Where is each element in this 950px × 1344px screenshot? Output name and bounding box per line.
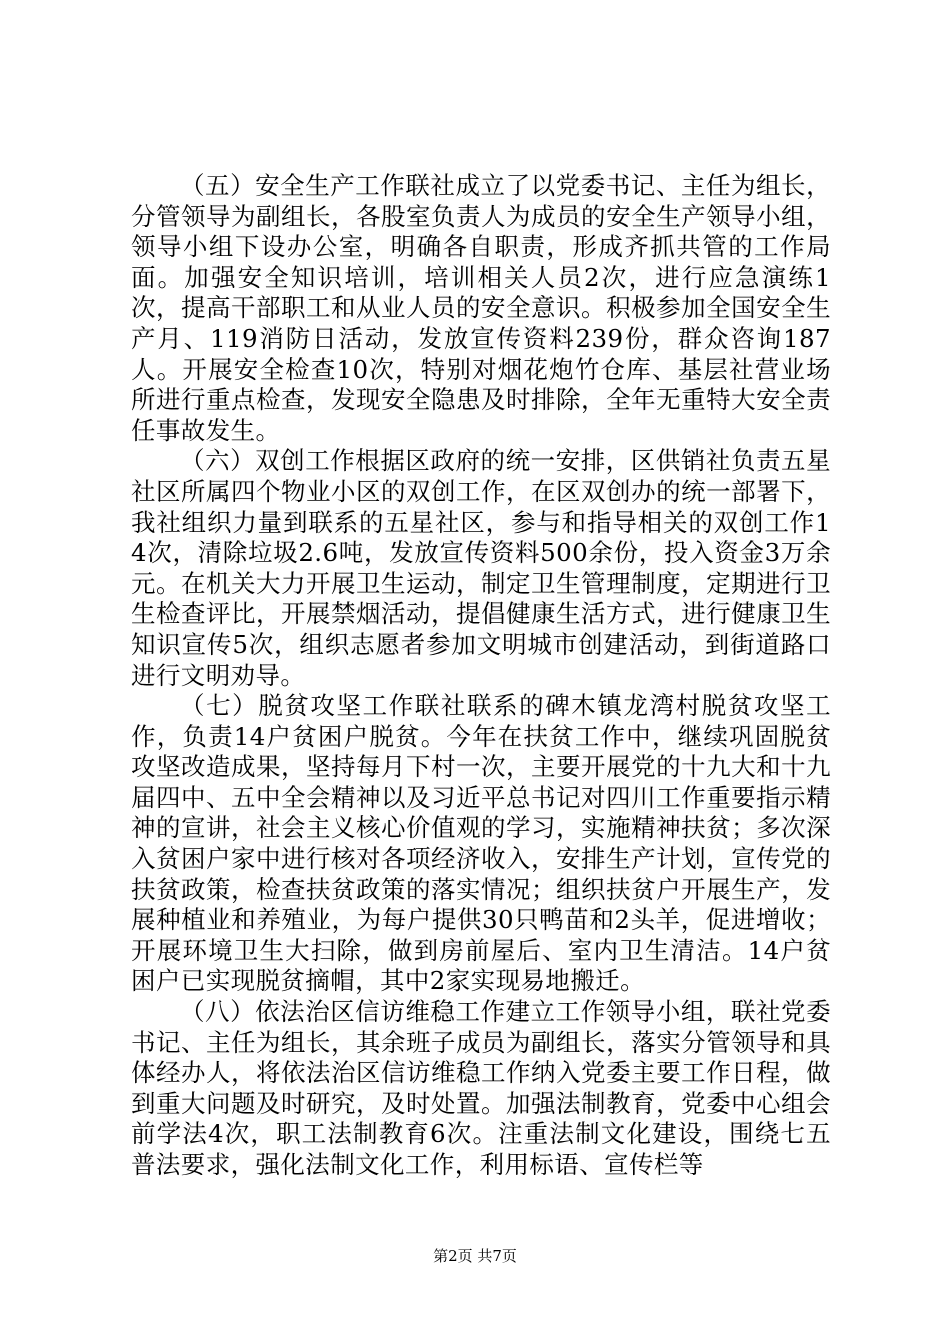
page-footer [0,1246,950,1266]
page-number: 第2页 共7页 [433,1247,517,1265]
document-body [131,171,831,1181]
paragraph-rule-of-law: （八）依法治区信访维稳工作建立工作领导小组，联社党委书记、主任为组长，其余班子成员为副组长，落实分管领导和具体经办人，将依法治区信访维稳工作纳入党委主要工作日程，做到重大问题及时研究，及时处置。加强法制教育，党委中心组会前学法4次，职工法制教育6次。注重法制文化建设，围绕七五普法要求，强化法制文化工作，利用标语、宣传栏等 [131,997,831,1179]
paragraph-dual-creation: （六）双创工作根据区政府的统一安排，区供销社负责五星社区所属四个物业小区的双创工作，在区双创办的统一部署下，我社组织力量到联系的五星社区，参与和指导相关的双创工作14次，清除垃圾2.6吨，发放宣传资料500余份，投入资金3万余元。在机关大力开展卫生运动，制定卫生管理制度，定期进行卫生检查评比，开展禁烟活动，提倡健康生活方式，进行健康卫生知识宣传5次，组织志愿者参加文明城市创建活动，到街道路口进行文明劝导。 [131,446,831,690]
paragraph-safety-production: （五）安全生产工作联社成立了以党委书记、主任为组长，分管领导为副组长，各股室负责人为成员的安全生产领导小组，领导小组下设办公室，明确各自职责，形成齐抓共管的工作局面。加强安全知识培训，培训相关人员2次，进行应急演练1次，提高干部职工和从业人员的安全意识。积极参加全国安全生产月、119消防日活动，发放宣传资料239份，群众咨询187人。开展安全检查10次，特别对烟花炮竹仓库、基层社营业场所进行重点检查，发现安全隐患及时排除，全年无重特大安全责任事故发生。 [131,171,831,445]
paragraph-poverty-alleviation: （七）脱贫攻坚工作联社联系的碑木镇龙湾村脱贫攻坚工作，负责14户贫困户脱贫。今年在扶贫工作中，继续巩固脱贫攻坚改造成果，坚持每月下村一次，主要开展党的十九大和十九届四中、五中全会精神以及习近平总书记对四川工作重要指示精神的宣讲，社会主义核心价值观的学习，实施精神扶贫；多次深入贫困户家中进行核对各项经济收入，安排生产计划，宣传党的扶贫政策，检查扶贫政策的落实情况；组织扶贫户开展生产，发展种植业和养殖业，为每户提供30只鸭苗和2头羊，促进增收；开展环境卫生大扫除，做到房前屋后、室内卫生清洁。14户贫困户已实现脱贫摘帽，其中2家实现易地搬迁。 [131,691,831,996]
